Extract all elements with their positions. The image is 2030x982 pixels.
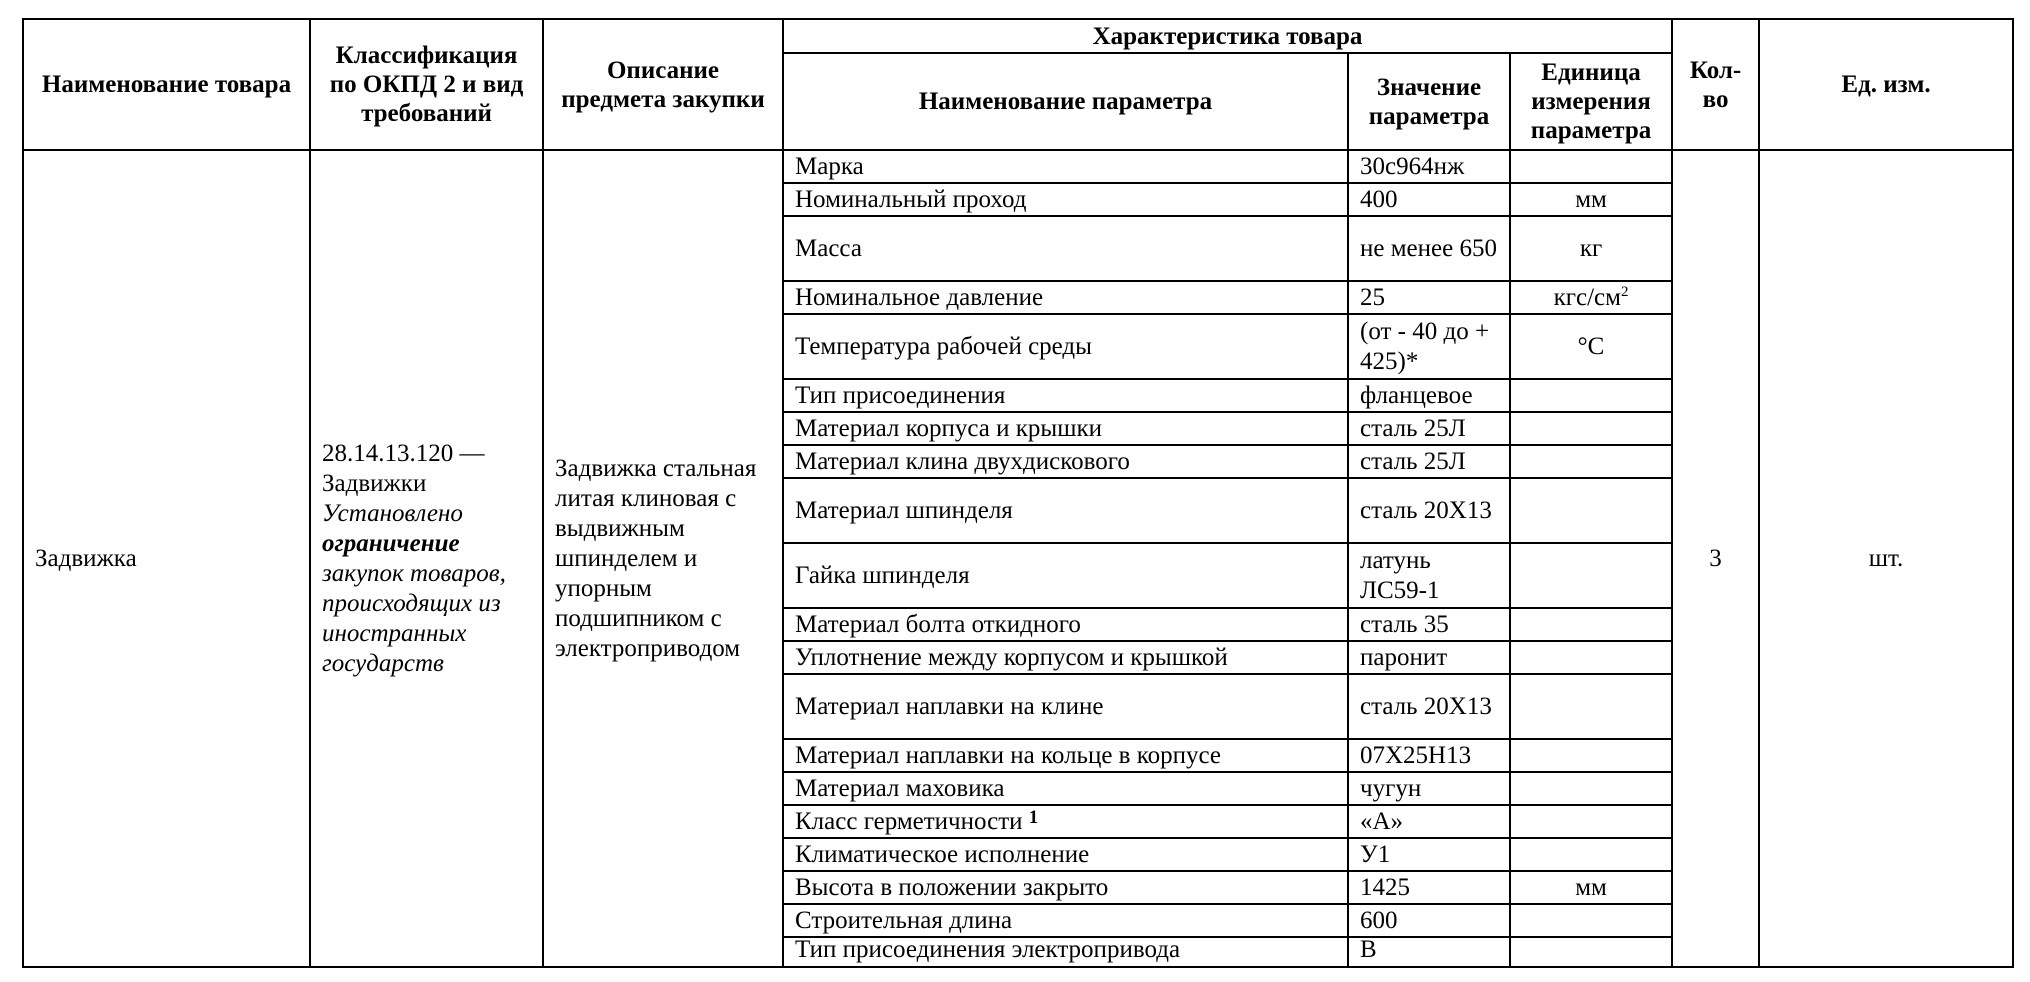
param-unit: °С <box>1510 314 1672 379</box>
okpd-code: 28.14.13.120 — <box>322 439 485 467</box>
param-value: сталь 20Х13 <box>1348 478 1510 543</box>
param-value: сталь 25Л <box>1348 445 1510 478</box>
header-description: Описание предмета закупки <box>543 19 783 150</box>
header-product-name: Наименование товара <box>23 19 310 150</box>
param-unit <box>1510 739 1672 772</box>
param-value: паронит <box>1348 641 1510 674</box>
param-name: Тип присоединения <box>783 379 1348 412</box>
param-value: сталь 20Х13 <box>1348 674 1510 739</box>
param-unit <box>1510 674 1672 739</box>
param-unit <box>1510 281 1672 314</box>
param-value: В <box>1348 937 1510 967</box>
param-value: сталь 25Л <box>1348 412 1510 445</box>
specification-table <box>22 18 2014 968</box>
specification-sheet <box>22 18 2014 968</box>
param-name: Материал наплавки на клине <box>783 674 1348 739</box>
param-unit <box>1510 379 1672 412</box>
param-name: Номинальный проход <box>783 183 1348 216</box>
classification-cell <box>310 150 543 967</box>
unit-cell: шт. <box>1759 150 2013 967</box>
param-value: У1 <box>1348 838 1510 871</box>
param-name: Тип присоединения электропривода <box>783 937 1348 967</box>
param-unit: мм <box>1510 871 1672 904</box>
param-name: Уплотнение между корпусом и крышкой <box>783 641 1348 674</box>
param-unit <box>1510 904 1672 937</box>
requirement-post: закупок товаров, происходящих из иностранных государств <box>322 559 506 677</box>
product-name-cell: Задвижка <box>23 150 310 967</box>
param-unit: мм <box>1510 183 1672 216</box>
param-value: (от - 40 до + 425)* <box>1348 314 1510 379</box>
param-unit <box>1510 608 1672 641</box>
param-value: «А» <box>1348 805 1510 838</box>
requirement-bold: ограничение <box>322 529 460 557</box>
param-unit <box>1510 543 1672 608</box>
param-name: Высота в положении закрыто <box>783 871 1348 904</box>
param-name: Материал корпуса и крышки <box>783 412 1348 445</box>
param-name: Марка <box>783 150 1348 183</box>
param-name: Номинальное давление <box>783 281 1348 314</box>
header-classification: Классификация по ОКПД 2 и вид требований <box>310 19 543 150</box>
param-unit-exponent: 2 <box>1620 283 1629 300</box>
param-unit-text: кгс/см <box>1553 283 1621 311</box>
param-name: Материал маховика <box>783 772 1348 805</box>
param-unit: кг <box>1510 216 1672 281</box>
requirement-pre: Установлено <box>322 499 463 527</box>
param-name: Климатическое исполнение <box>783 838 1348 871</box>
header-row-top <box>23 19 2013 53</box>
param-value: 07Х25Н13 <box>1348 739 1510 772</box>
param-unit <box>1510 641 1672 674</box>
param-unit <box>1510 445 1672 478</box>
param-value: 600 <box>1348 904 1510 937</box>
param-name <box>783 805 1348 838</box>
param-unit <box>1510 150 1672 183</box>
param-value: 30с964нж <box>1348 150 1510 183</box>
param-value: 400 <box>1348 183 1510 216</box>
okpd-name: Задвижки <box>322 469 427 497</box>
header-characteristics: Характеристика товара <box>783 19 1672 53</box>
param-row <box>23 150 2013 183</box>
param-value: латунь ЛС59-1 <box>1348 543 1510 608</box>
param-unit <box>1510 937 1672 967</box>
param-name: Гайка шпинделя <box>783 543 1348 608</box>
param-name: Масса <box>783 216 1348 281</box>
header-param-value: Значение параметра <box>1348 53 1510 150</box>
param-unit <box>1510 772 1672 805</box>
param-name: Температура рабочей среды <box>783 314 1348 379</box>
header-qty: Кол-во <box>1672 19 1759 150</box>
header-param-unit: Единица измерения параметра <box>1510 53 1672 150</box>
description-cell: Задвижка стальная литая клиновая с выдвижным шпинделем и упорным подшипником с электроприводом <box>543 150 783 967</box>
param-unit <box>1510 838 1672 871</box>
param-name-text: Класс герметичности <box>795 807 1023 835</box>
param-value: фланцевое <box>1348 379 1510 412</box>
param-name: Материал клина двухдискового <box>783 445 1348 478</box>
param-name: Материал шпинделя <box>783 478 1348 543</box>
header-unit: Ед. изм. <box>1759 19 2013 150</box>
param-unit <box>1510 805 1672 838</box>
param-unit <box>1510 478 1672 543</box>
param-unit <box>1510 412 1672 445</box>
param-name: Материал наплавки на кольце в корпусе <box>783 739 1348 772</box>
footnote-mark: 1 <box>1028 806 1039 828</box>
param-value: 1425 <box>1348 871 1510 904</box>
param-value: сталь 35 <box>1348 608 1510 641</box>
param-name: Строительная длина <box>783 904 1348 937</box>
param-value: не менее 650 <box>1348 216 1510 281</box>
header-param-name: Наименование параметра <box>783 53 1348 150</box>
param-value: 25 <box>1348 281 1510 314</box>
quantity-cell: 3 <box>1672 150 1759 967</box>
param-name: Материал болта откидного <box>783 608 1348 641</box>
param-value: чугун <box>1348 772 1510 805</box>
